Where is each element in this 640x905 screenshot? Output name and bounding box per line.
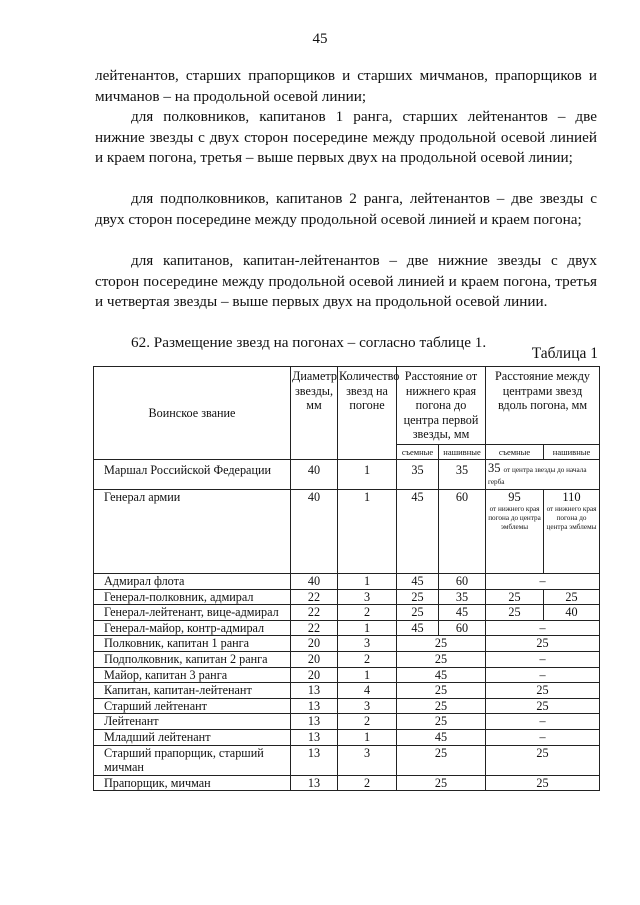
spacing-cell: – [486, 573, 600, 589]
distance-sewn-cell: 60 [439, 573, 486, 589]
rank-cell: Адмирал флота [94, 573, 291, 589]
diameter-cell: 22 [291, 620, 338, 636]
spacing-cell: – [486, 651, 600, 667]
diameter-cell: 40 [291, 573, 338, 589]
distance-cell: 45 [397, 729, 486, 745]
diameter-cell: 13 [291, 683, 338, 699]
table-row [94, 698, 600, 714]
count-cell: 1 [338, 729, 397, 745]
rank-cell: Маршал Российской Федерации [94, 459, 291, 489]
distance-removable-cell: 45 [397, 620, 439, 636]
distance-removable-cell: 45 [397, 489, 439, 573]
rank-cell: Генерал-лейтенант, вице-адмирал [94, 605, 291, 621]
distance-sewn-cell: 45 [439, 605, 486, 621]
table-row [94, 489, 600, 573]
spacing-cell [486, 459, 600, 489]
rank-cell: Генерал-майор, контр-адмирал [94, 620, 291, 636]
spacing-cell: – [486, 729, 600, 745]
distance-sewn-cell: 35 [439, 589, 486, 605]
rank-cell: Лейтенант [94, 714, 291, 730]
table-caption: Таблица 1 [531, 345, 598, 362]
table-row [94, 589, 600, 605]
count-cell: 1 [338, 667, 397, 683]
subheader-removable: съемные [397, 444, 439, 459]
rank-cell: Подполковник, капитан 2 ранга [94, 651, 291, 667]
diameter-cell: 13 [291, 745, 338, 775]
spacing-sewn-cell: 40 [544, 605, 600, 621]
header-spacing: Расстояние между центрами звезд вдоль погона, мм [486, 367, 600, 445]
distance-cell: 25 [397, 714, 486, 730]
count-cell: 4 [338, 683, 397, 699]
distance-cell: 25 [397, 775, 486, 791]
spacing-cell: – [486, 620, 600, 636]
table-row [94, 667, 600, 683]
count-cell: 3 [338, 636, 397, 652]
diameter-cell: 13 [291, 698, 338, 714]
distance-cell: 25 [397, 651, 486, 667]
header-diameter: Диаметр звезды, мм [291, 367, 338, 460]
spacing-cell: 25 [486, 745, 600, 775]
diameter-cell: 13 [291, 775, 338, 791]
stars-table [93, 366, 600, 791]
table-row [94, 775, 600, 791]
rank-cell: Капитан, капитан-лейтенант [94, 683, 291, 699]
table-row [94, 573, 600, 589]
distance-removable-cell: 25 [397, 589, 439, 605]
table-row [94, 459, 600, 489]
spacing-note: от нижнего края погона до центра эмблемы [488, 504, 541, 531]
distance-removable-cell: 35 [397, 459, 439, 489]
spacing-sewn-cell [544, 489, 600, 573]
spacing-cell: – [486, 714, 600, 730]
diameter-cell: 40 [291, 459, 338, 489]
rank-cell: Прапорщик, мичман [94, 775, 291, 791]
spacing-removable-cell: 25 [486, 605, 544, 621]
diameter-cell: 20 [291, 651, 338, 667]
subheader-sewn: нашивные [439, 444, 486, 459]
diameter-cell: 20 [291, 636, 338, 652]
spacing-cell: 25 [486, 636, 600, 652]
distance-removable-cell: 45 [397, 573, 439, 589]
rank-cell: Генерал-полковник, адмирал [94, 589, 291, 605]
spacing-value: 95 [508, 489, 521, 504]
count-cell: 3 [338, 698, 397, 714]
count-cell: 2 [338, 605, 397, 621]
header-distance: Расстояние от нижнего края погона до центра первой звезды, мм [397, 367, 486, 445]
rank-cell: Старший прапорщик, старший мичман [94, 745, 291, 775]
table-row [94, 714, 600, 730]
count-cell: 1 [338, 573, 397, 589]
subheader-sewn: нашивные [544, 444, 600, 459]
diameter-cell: 13 [291, 729, 338, 745]
rank-cell: Старший лейтенант [94, 698, 291, 714]
page-number: 45 [312, 31, 328, 47]
spacing-note: от центра звезды до начала герба [488, 465, 587, 486]
distance-sewn-cell: 60 [439, 489, 486, 573]
count-cell: 1 [338, 489, 397, 573]
table-row [94, 683, 600, 699]
distance-sewn-cell: 35 [439, 459, 486, 489]
distance-cell: 25 [397, 745, 486, 775]
paragraph-1: лейтенантов, старших прапорщиков и старших мичманов, прапорщиков и мичманов – на продольной осевой линии; [95, 67, 597, 105]
spacing-cell: – [486, 667, 600, 683]
table-header-row [94, 367, 600, 445]
table-row [94, 636, 600, 652]
spacing-value: 110 [562, 489, 581, 504]
count-cell: 1 [338, 620, 397, 636]
count-cell: 3 [338, 745, 397, 775]
count-cell: 2 [338, 651, 397, 667]
spacing-cell: 25 [486, 698, 600, 714]
rank-cell: Майор, капитан 3 ранга [94, 667, 291, 683]
diameter-cell: 40 [291, 489, 338, 573]
spacing-value: 35 [488, 460, 501, 475]
distance-cell: 25 [397, 698, 486, 714]
paragraph-4: для капитанов, капитан-лейтенантов – две нижние звезды с двух сторон посередине между продольной осевой линией и краем погона, третья и четвертая звезды – выше первых двух на продольной осевой линии. [95, 252, 597, 311]
subheader-removable: съемные [486, 444, 544, 459]
spacing-removable-cell [486, 489, 544, 573]
table-row [94, 729, 600, 745]
count-cell: 2 [338, 775, 397, 791]
table-row [94, 651, 600, 667]
table-row [94, 620, 600, 636]
distance-sewn-cell: 60 [439, 620, 486, 636]
paragraph-2: для полковников, капитанов 1 ранга, старших лейтенантов – две нижние звезды с двух сторон посередине между продольной осевой линией и краем погона, третья – выше первых двух на продольной осевой линии; [95, 108, 597, 167]
spacing-note: от нижнего края погона до центра эмблемы [546, 504, 597, 531]
paragraph-3: для подполковников, капитанов 2 ранга, лейтенантов – две звезды с двух сторон посередине между продольной осевой линией и краем погона; [95, 190, 597, 228]
table-row [94, 745, 600, 775]
rank-cell: Полковник, капитан 1 ранга [94, 636, 291, 652]
distance-cell: 45 [397, 667, 486, 683]
spacing-cell: 25 [486, 775, 600, 791]
distance-removable-cell: 25 [397, 605, 439, 621]
spacing-removable-cell: 25 [486, 589, 544, 605]
header-rank: Воинское звание [94, 367, 291, 460]
rank-cell: Младший лейтенант [94, 729, 291, 745]
count-cell: 3 [338, 589, 397, 605]
count-cell: 2 [338, 714, 397, 730]
distance-cell: 25 [397, 636, 486, 652]
distance-cell: 25 [397, 683, 486, 699]
spacing-cell: 25 [486, 683, 600, 699]
diameter-cell: 22 [291, 589, 338, 605]
paragraph-5: 62. Размещение звезд на погонах – согласно таблице 1. [131, 334, 487, 351]
header-count: Количество звезд на погоне [338, 367, 397, 460]
table-row [94, 605, 600, 621]
count-cell: 1 [338, 459, 397, 489]
diameter-cell: 22 [291, 605, 338, 621]
spacing-sewn-cell: 25 [544, 589, 600, 605]
diameter-cell: 13 [291, 714, 338, 730]
diameter-cell: 20 [291, 667, 338, 683]
rank-cell: Генерал армии [94, 489, 291, 573]
